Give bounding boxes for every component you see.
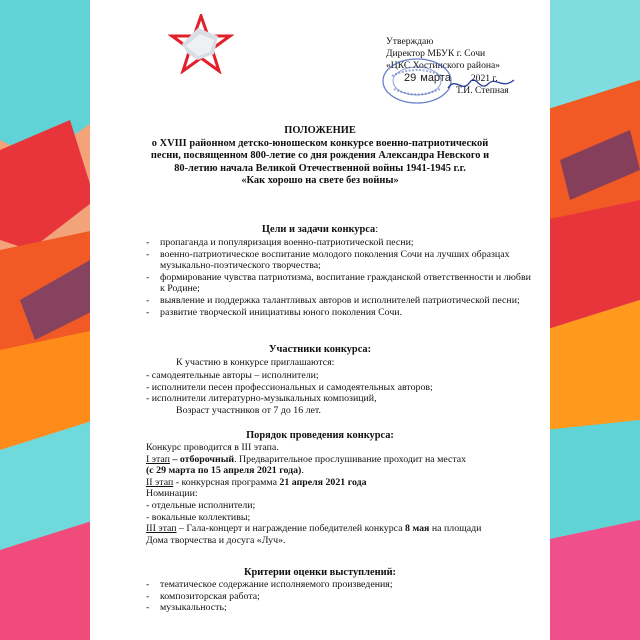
stage-2-line: [146, 477, 536, 489]
goals-heading-text: Цели и задачи конкурса: [261, 224, 376, 235]
order-heading: Порядок проведения конкурса:: [246, 430, 394, 441]
nomination-item: - отдельные исполнители;: [146, 499, 256, 511]
title-line-2: песни, посвященном 800-летие со дня рождения Александра Невского и: [150, 150, 490, 162]
stage-3-line-2: Дома творчества и досуга «Луч».: [146, 534, 286, 546]
criteria-list: [146, 579, 536, 614]
order-body: [146, 442, 536, 546]
list-item: - развитие творческой инициативы юного поколения Сочи.: [146, 307, 536, 319]
stage-3-line: [146, 523, 536, 535]
participants-intro: К участию в конкурсе приглашаются:: [176, 357, 335, 368]
title-line-4: «Как хорошо на свете без войны»: [241, 175, 399, 187]
list-item: - самодеятельные авторы – исполнители;: [146, 370, 319, 381]
stage-1-text: . Предварительное прослушивание проходит на местах: [234, 453, 467, 465]
approval-day: 29: [404, 72, 417, 84]
list-item: - исполнители литературно-музыкальных композиций,: [146, 393, 377, 405]
participants-heading: Участники конкурса:: [268, 344, 372, 355]
signature-icon: [446, 74, 516, 96]
stage-3-label: III этап: [146, 523, 177, 535]
stage-1-dates: (с 29 марта по 15 апреля 2021 года): [146, 465, 302, 477]
list-item: - выявление и поддержка талантливых авторов и исполнителей патриотической песни;: [146, 295, 536, 307]
title-line-3: 80-летию начала Великой Отечественной войны 1941-1945 г.г.: [174, 162, 466, 174]
stage-2-label: II этап: [146, 476, 174, 488]
list-item: - музыкальность;: [146, 602, 536, 614]
title-heading: ПОЛОЖЕНИЕ: [284, 125, 356, 136]
round-stamp-icon: [380, 56, 454, 106]
order-line-1: Конкурс проводится в III этапа.: [146, 442, 279, 453]
title-line-1: о XVIII районном детско-юношеском конкурсе военно-патриотической: [151, 137, 489, 149]
list-item: - исполнители песен профессиональных и самодеятельных авторов;: [146, 381, 433, 393]
stage-1-line: [146, 454, 536, 466]
stage-1-title: – отборочный: [169, 453, 235, 465]
approval-line-3: «ЦКС Хостинского района»: [386, 60, 501, 71]
approval-month: марта: [420, 72, 451, 84]
list-item: - пропаганда и популяризация военно-патриотической песни;: [146, 237, 536, 249]
criteria-heading: Критерии оценки выступлений:: [243, 567, 397, 578]
nomination-item: - вокальные коллективы;: [146, 511, 251, 523]
document-page: [90, 0, 550, 640]
stage-2-date: 21 апреля 2021 года: [279, 476, 367, 488]
list-item: - тематическое содержание исполняемого произведения;: [146, 579, 536, 591]
goals-list: [146, 237, 536, 318]
stage-1-dates-line: [146, 465, 536, 477]
stage-2-text: - конкурсная программа: [173, 476, 280, 488]
list-item: - формирование чувства патриотизма, воспитание гражданской ответственности и любви к Родине;: [146, 272, 536, 295]
red-star-logo-icon: [168, 14, 234, 74]
approval-year: 2021 г.: [470, 73, 498, 84]
stage-3-text: – Гала-концерт и награждение победителей конкурса: [176, 523, 406, 535]
goals-heading: Цели и задачи конкурса:: [261, 224, 379, 235]
approval-line-2: Директор МБУК г. Сочи: [386, 48, 486, 59]
stage-1-dates-end: .: [301, 465, 304, 477]
document-title: [90, 125, 550, 188]
stage-3-date: 8 мая: [405, 523, 430, 535]
participants-list: [146, 370, 536, 405]
list-item: - композиторская работа;: [146, 591, 536, 603]
approval-line-1: Утверждаю: [386, 36, 434, 47]
stage-3-text-2: на площади: [429, 523, 482, 535]
stage-1-label: I этап: [146, 453, 170, 465]
participants-age: Возраст участников от 7 до 16 лет.: [176, 405, 321, 416]
approval-name: Т.И. Степная: [456, 85, 509, 96]
nominations-label: Номинации:: [146, 488, 198, 500]
list-item: - военно-патриотическое воспитание молодого поколения Сочи на лучших образцах музыкально-поэтического творчества;: [146, 249, 536, 272]
